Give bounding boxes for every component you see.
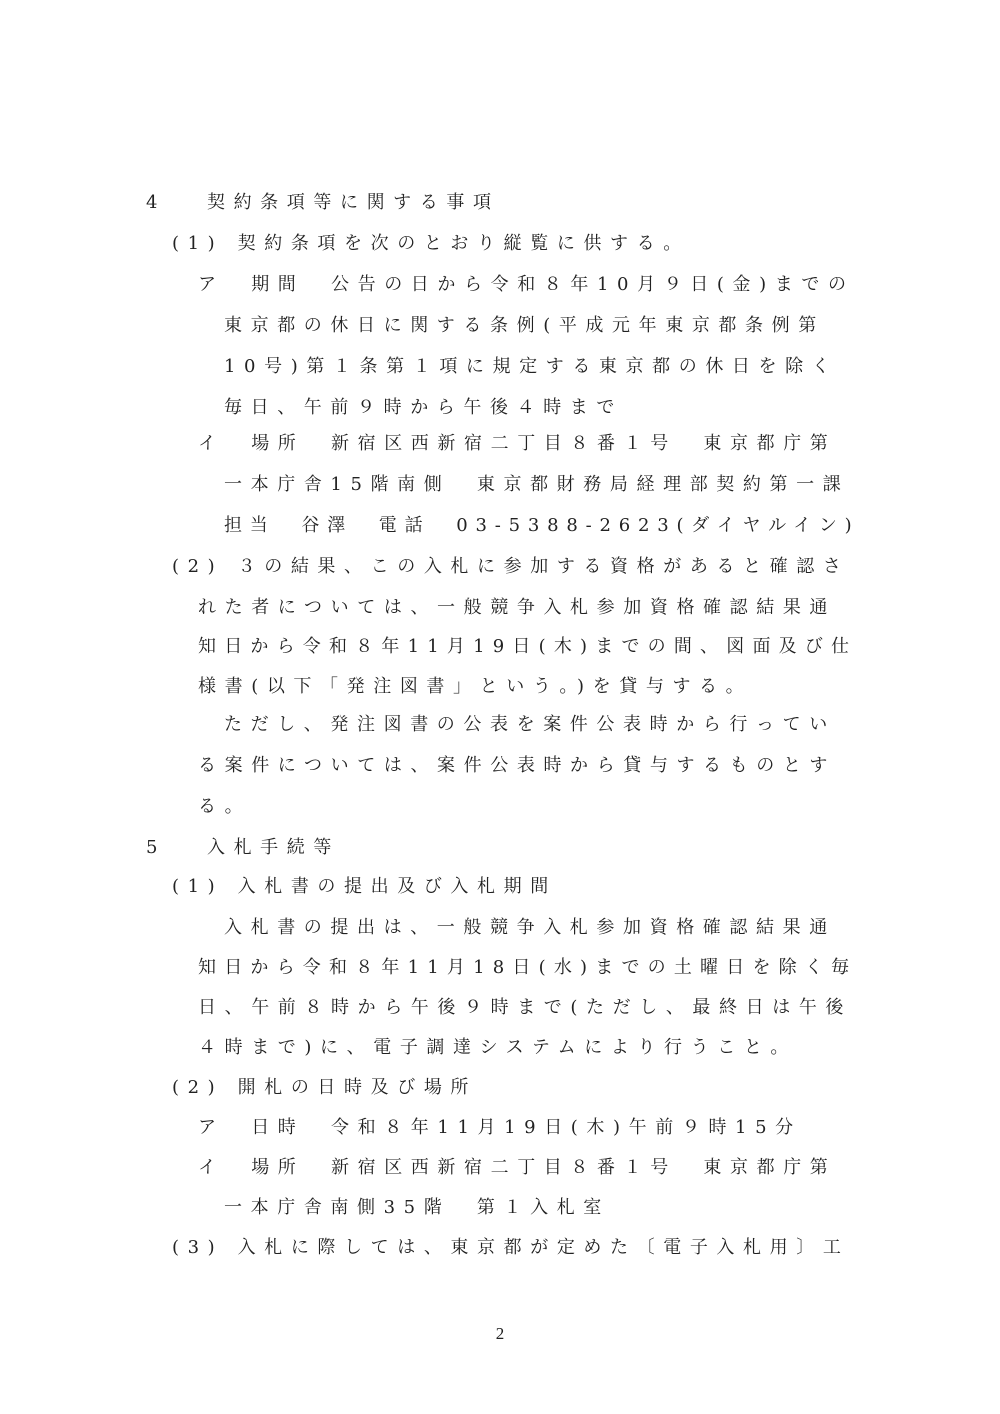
section-4-heading: 4 契約条項等に関する事項: [146, 192, 500, 213]
item-5-1: (1) 入札書の提出及び入札期間: [172, 876, 557, 897]
item-4-1-i-line1: イ 場所 新宿区西新宿二丁目８番１号 東京都庁第: [198, 433, 837, 454]
item-4-2-line3: 知日から令和８年11月19日(木)までの間、図面及び仕: [198, 636, 858, 657]
section-5-heading: 5 入札手続等: [146, 837, 340, 858]
item-5-2: (2) 開札の日時及び場所: [172, 1077, 478, 1098]
item-5-3: (3) 入札に際しては、東京都が定めた〔電子入札用〕工: [172, 1237, 850, 1258]
item-5-2-i-line2: 一本庁舎南側35階 第１入札室: [224, 1197, 610, 1218]
item-5-1-body-line3: 日、午前８時から午後９時まで(ただし、最終日は午後: [198, 997, 853, 1018]
item-4-2-line1: (2) ３の結果、この入札に参加する資格があると確認さ: [172, 556, 850, 577]
item-4-1-a-line3: 10号)第１条第１項に規定する東京都の休日を除く: [224, 356, 839, 377]
item-4-2-note-line2: る案件については、案件公表時から貸与するものとす: [198, 755, 837, 776]
page-number: 2: [495, 1324, 505, 1343]
item-5-2-i-line1: イ 場所 新宿区西新宿二丁目８番１号 東京都庁第: [198, 1157, 837, 1178]
item-4-2-note-line1: ただし、発注図書の公表を案件公表時から行ってい: [224, 714, 836, 735]
item-4-1: (1) 契約条項を次のとおり縦覧に供する。: [172, 233, 690, 254]
item-4-1-i-line2: 一本庁舎15階南側 東京都財務局経理部契約第一課: [224, 474, 850, 495]
item-5-1-body-line4: ４時まで)に、電子調達システムにより行うこと。: [198, 1037, 798, 1058]
item-4-1-i-line3: 担当 谷澤 電話 03-5388-2623(ダイヤルイン): [224, 515, 860, 536]
item-4-1-a-line1: ア 期間 公告の日から令和８年10月９日(金)までの: [198, 274, 855, 295]
item-4-2-note-line3: る。: [198, 796, 252, 817]
item-5-1-body-line2: 知日から令和８年11月18日(水)までの土曜日を除く毎: [198, 957, 858, 978]
item-4-2-line4: 様書(以下「発注図書」という。)を貸与する。: [198, 676, 753, 697]
item-4-2-line2: れた者については、一般競争入札参加資格確認結果通: [198, 597, 837, 618]
item-4-1-a-line4: 毎日、午前９時から午後４時まで: [224, 397, 623, 418]
item-4-1-a-line2: 東京都の休日に関する条例(平成元年東京都条例第: [224, 315, 825, 336]
item-5-1-body-line1: 入札書の提出は、一般競争入札参加資格確認結果通: [224, 917, 836, 938]
item-5-2-a: ア 日時 令和８年11月19日(木)午前９時15分: [198, 1117, 802, 1138]
